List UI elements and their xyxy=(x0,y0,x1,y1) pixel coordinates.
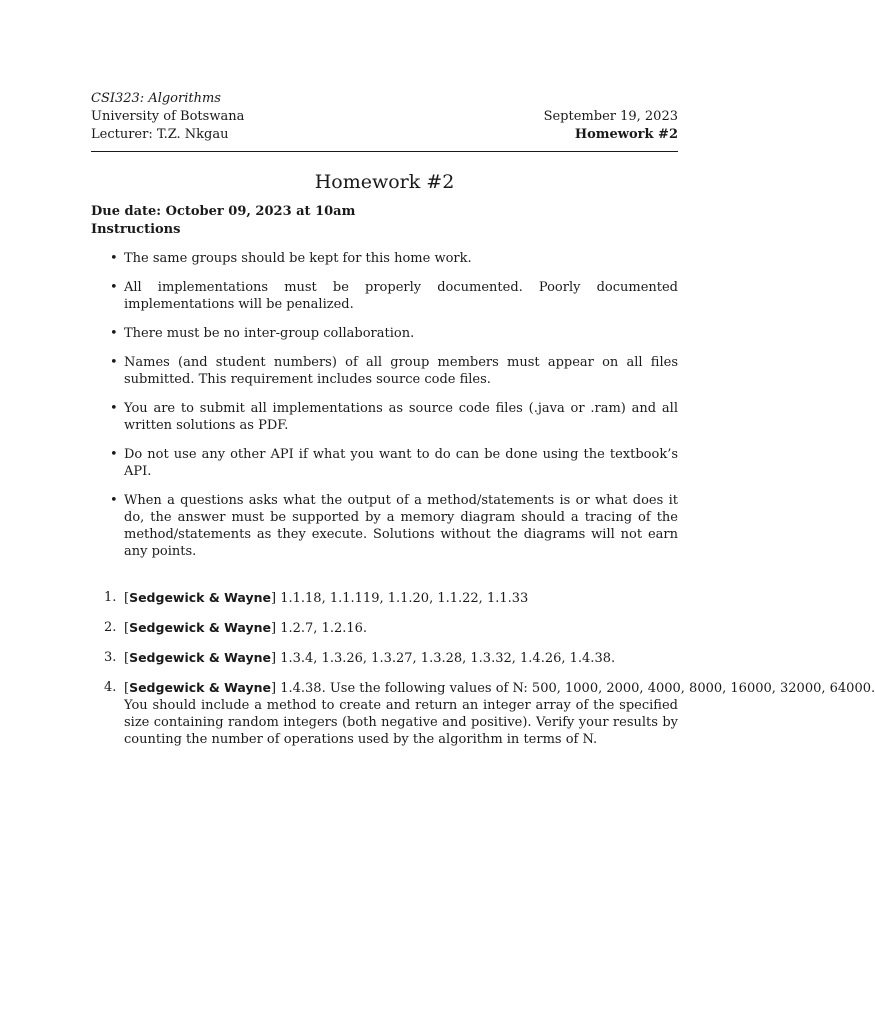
bullet-icon: • xyxy=(110,401,118,416)
instruction-item xyxy=(91,354,678,388)
header-divider xyxy=(91,151,678,152)
instruction-item xyxy=(91,400,678,434)
bullet-icon: • xyxy=(110,355,118,370)
instruction-text: Do not use any other API if what you want to do can be done using the textbook’s API. xyxy=(124,447,678,479)
instruction-text: All implementations must be properly documented. Poorly documented implementations will be penalized. xyxy=(124,280,678,312)
problem-reference: Sedgewick & Wayne xyxy=(129,680,272,695)
problem-line: [Sedgewick & Wayne] 1.2.7, 1.2.16. xyxy=(124,620,368,636)
header-left xyxy=(91,90,391,144)
course-name: CSI323: Algorithms xyxy=(91,91,221,106)
problem-reference: Sedgewick & Wayne xyxy=(129,590,272,605)
bullet-icon: • xyxy=(110,493,118,508)
header-homework-label: Homework #2 xyxy=(574,127,678,142)
header-date: September 19, 2023 xyxy=(543,109,678,124)
problem-exercises: 1.4.38. Use the following values of N: 500, 1000, 2000, 4000, 8000, 16000, 32000, 64000. xyxy=(276,681,875,696)
instruction-text: When a questions asks what the output of a method/statements is or what does it do, the answer must be supported by a memory diagram should a tracing of the method/statements as they execute. Solutions without the diagrams will not earn any points. xyxy=(124,493,678,559)
page-title: Homework #2 xyxy=(314,171,455,193)
university-name: University of Botswana xyxy=(91,109,245,124)
instructions-list xyxy=(91,250,678,572)
instruction-text: You are to submit all implementations as source code files (.java or .ram) and all written solutions as PDF. xyxy=(124,401,678,433)
bullet-icon: • xyxy=(110,447,118,462)
problem-item xyxy=(91,589,678,607)
problem-exercises: 1.1.18, 1.1.119, 1.1.20, 1.1.22, 1.1.33 xyxy=(276,591,529,606)
instructions-heading: Instructions xyxy=(91,222,181,237)
problem-item xyxy=(91,649,678,667)
problem-line: [Sedgewick & Wayne] 1.3.4, 1.3.26, 1.3.27, 1.3.28, 1.3.32, 1.4.26, 1.4.38. xyxy=(124,650,616,666)
instruction-text: There must be no inter-group collaboration. xyxy=(124,326,415,341)
instruction-item xyxy=(91,446,678,480)
problem-line: [Sedgewick & Wayne] 1.1.18, 1.1.119, 1.1.20, 1.1.22, 1.1.33 xyxy=(124,590,529,606)
problem-line: [Sedgewick & Wayne] 1.4.38. Use the following values of N: 500, 1000, 2000, 4000, 8000, 16000, 32000, 64000. xyxy=(124,680,875,696)
instruction-item xyxy=(91,279,678,313)
problem-reference: Sedgewick & Wayne xyxy=(129,620,272,635)
instruction-text: Names (and student numbers) of all group members must appear on all files submitted. This requirement includes source code files. xyxy=(124,355,678,387)
problem-description: You should include a method to create and return an integer array of the specified size containing random integers (both negative and positive). Verify your results by counting the number of operations used by the algorithm in terms of N. xyxy=(124,698,678,747)
problem-item xyxy=(91,619,678,637)
problem-reference: Sedgewick & Wayne xyxy=(129,650,272,665)
instruction-item xyxy=(91,325,678,342)
problem-number: 2. xyxy=(104,620,117,635)
problem-exercises: 1.3.4, 1.3.26, 1.3.27, 1.3.28, 1.3.32, 1.4.26, 1.4.38. xyxy=(276,651,616,666)
bullet-icon: • xyxy=(110,251,118,266)
instruction-item xyxy=(91,250,678,267)
problem-number: 4. xyxy=(104,680,117,695)
due-date: Due date: October 09, 2023 at 10am xyxy=(91,204,356,219)
header-right xyxy=(398,108,678,144)
lecturer-name: Lecturer: T.Z. Nkgau xyxy=(91,127,229,142)
problems-list xyxy=(91,589,875,760)
bullet-icon: • xyxy=(110,280,118,295)
instruction-text: The same groups should be kept for this home work. xyxy=(124,251,472,266)
problem-item xyxy=(91,679,875,748)
problem-number: 3. xyxy=(104,650,117,665)
problem-number: 1. xyxy=(104,590,117,605)
problem-exercises: 1.2.7, 1.2.16. xyxy=(276,621,368,636)
bullet-icon: • xyxy=(110,326,118,341)
instruction-item xyxy=(91,492,678,560)
